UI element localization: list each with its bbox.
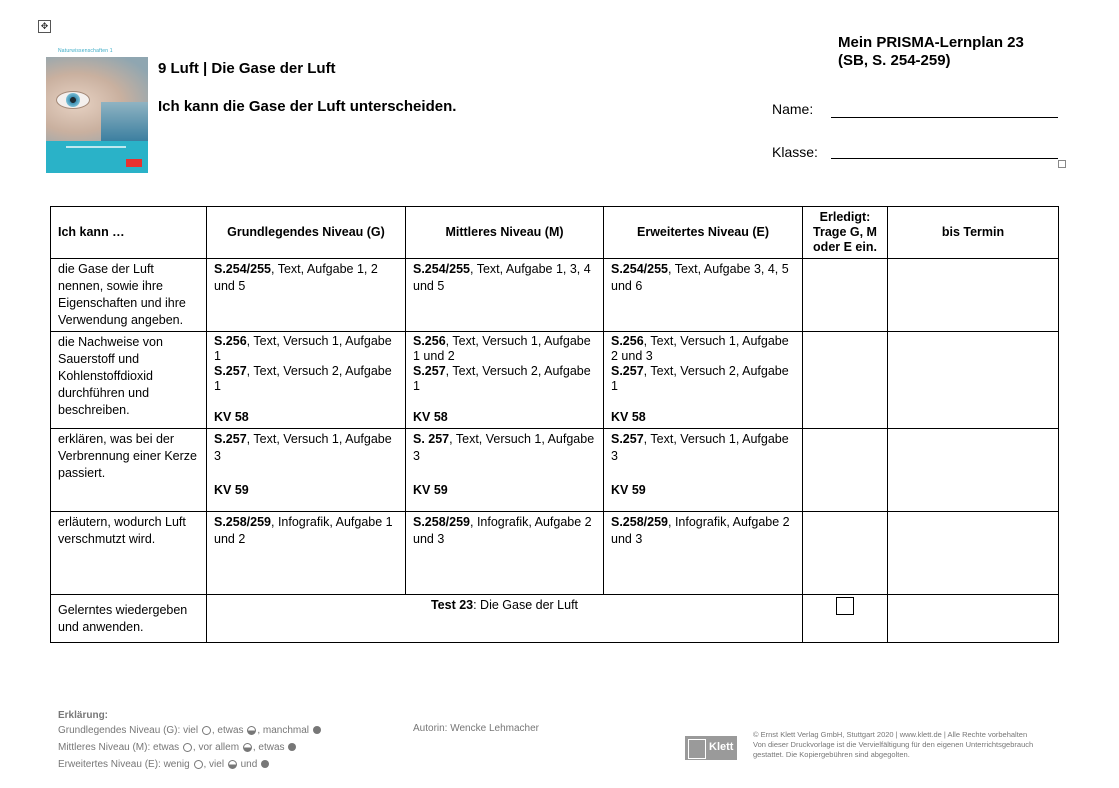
legend-row-middle xyxy=(58,739,322,756)
table-header-row xyxy=(51,207,1059,259)
learning-goal: Ich kann die Gase der Luft unterscheiden. xyxy=(158,98,457,115)
textbook-cover-image xyxy=(46,47,148,173)
cover-eye xyxy=(56,91,90,109)
done-cell xyxy=(803,595,888,643)
task-advanced xyxy=(604,512,803,595)
table-move-handle-icon[interactable]: ✥ xyxy=(38,20,51,33)
plan-title xyxy=(838,34,1024,70)
header-done-line3: oder E ein. xyxy=(813,240,877,254)
header-basic-level: Grundlegendes Niveau (G) xyxy=(207,207,406,259)
task-text: , Text, Versuch 1, Aufgabe 1 xyxy=(214,334,392,363)
task-text: , Text, Aufgabe 3, 4, 5 und 6 xyxy=(611,262,789,293)
task-basic xyxy=(207,429,406,512)
test-cell xyxy=(207,595,803,643)
page-ref: S.256 xyxy=(611,334,644,348)
page-ref: S.258/259 xyxy=(413,515,470,529)
class-label: Klasse: xyxy=(772,144,818,160)
page-ref: S.254/255 xyxy=(611,262,668,276)
header-advanced-level: Erweitertes Niveau (E) xyxy=(604,207,803,259)
author-credit: Autorin: Wencke Lehmacher xyxy=(413,723,539,734)
worksheet-ref: KV 58 xyxy=(611,410,646,424)
class-field[interactable] xyxy=(831,158,1058,159)
test-text: : Die Gase der Luft xyxy=(473,598,579,612)
task-text: , Text, Aufgabe 1, 3, 4 und 5 xyxy=(413,262,591,293)
chapter-heading: 9 Luft | Die Gase der Luft xyxy=(158,60,336,77)
task-text: , Text, Aufgabe 1, 2 und 5 xyxy=(214,262,378,293)
klett-logo-icon xyxy=(688,739,706,759)
page-ref: S.257 xyxy=(611,364,644,378)
row-can-text: die Nachweise von Sauerstoff und Kohlenstoffdioxid durchführen und beschreiben. xyxy=(51,332,207,429)
deadline-cell[interactable] xyxy=(888,595,1059,643)
half-circle-icon xyxy=(247,726,256,735)
empty-circle-icon xyxy=(202,726,211,735)
header-done-line2: Trage G, M xyxy=(813,225,877,239)
page-ref: S.256 xyxy=(413,334,446,348)
task-line xyxy=(214,364,398,394)
cover-iris xyxy=(66,93,80,107)
half-circle-icon xyxy=(243,743,252,752)
legend-row-advanced xyxy=(58,756,322,773)
task-text: , Infografik, Aufgabe 2 und 3 xyxy=(611,515,790,546)
page-ref: S.258/259 xyxy=(611,515,668,529)
copyright-notice xyxy=(753,730,1073,760)
copyright-line: Von dieser Druckvorlage ist die Vervielfältigung für den eigenen Unterrichtsgebrauch xyxy=(753,740,1034,749)
legend-text: Mittleres Niveau (M): etwas xyxy=(58,742,180,753)
task-middle xyxy=(406,259,604,332)
row-can-text: erläutern, wodurch Luft verschmutzt wird. xyxy=(51,512,207,595)
legend-text: Grundlegendes Niveau (G): viel xyxy=(58,725,199,736)
header-done-line1: Erledigt: xyxy=(819,210,871,224)
legend-text: , manchmal xyxy=(257,725,310,736)
deadline-cell[interactable] xyxy=(888,512,1059,595)
task-text: , Text, Versuch 1, Aufgabe 3 xyxy=(413,432,595,463)
copyright-line: gestattet. Die Kopiergebühren sind abgegolten. xyxy=(753,750,910,759)
page-ref: S.254/255 xyxy=(413,262,470,276)
plan-title-line2: (SB, S. 254-259) xyxy=(838,52,951,69)
task-basic xyxy=(207,332,406,429)
done-cell[interactable] xyxy=(803,512,888,595)
full-circle-icon xyxy=(313,726,321,734)
half-circle-icon xyxy=(228,760,237,769)
legend-text: , etwas xyxy=(252,742,285,753)
cover-series-text: Naturwissenschaften 1 xyxy=(58,48,113,54)
task-line xyxy=(413,334,596,364)
empty-circle-icon xyxy=(194,760,203,769)
deadline-cell[interactable] xyxy=(888,332,1059,429)
row-can-text: erklären, was bei der Verbrennung einer Kerze passiert. xyxy=(51,429,207,512)
worksheet-ref: KV 58 xyxy=(214,410,249,424)
page-ref: S.257 xyxy=(611,432,644,446)
table-row xyxy=(51,332,1059,429)
row-can-text: Gelerntes wiedergeben und anwenden. xyxy=(51,595,207,643)
legend-row-basic xyxy=(58,722,322,739)
full-circle-icon xyxy=(288,743,296,751)
task-text: , Text, Versuch 2, Aufgabe 1 xyxy=(611,364,789,393)
task-line xyxy=(214,334,398,364)
klett-logo xyxy=(685,736,737,760)
cover-klett-logo xyxy=(126,159,142,167)
done-cell[interactable] xyxy=(803,332,888,429)
legend-text: Erweitertes Niveau (E): wenig xyxy=(58,759,190,770)
page-ref: S. 257 xyxy=(413,432,450,446)
row-can-text: die Gase der Luft nennen, sowie ihre Eigenschaften und ihre Verwendung angeben. xyxy=(51,259,207,332)
worksheet-ref: KV 59 xyxy=(413,483,448,497)
legend xyxy=(58,709,322,773)
name-label: Name: xyxy=(772,101,814,117)
task-line xyxy=(611,334,795,364)
task-text: , Text, Versuch 1, Aufgabe 2 und 3 xyxy=(611,334,789,363)
page-ref: S.256 xyxy=(214,334,247,348)
empty-circle-icon xyxy=(183,743,192,752)
legend-title: Erklärung: xyxy=(58,710,109,721)
learning-plan-table xyxy=(50,206,1059,643)
table-row xyxy=(51,512,1059,595)
header-deadline: bis Termin xyxy=(888,207,1059,259)
name-field[interactable] xyxy=(831,117,1058,118)
task-text: , Infografik, Aufgabe 2 und 3 xyxy=(413,515,592,546)
worksheet-ref: KV 59 xyxy=(611,483,646,497)
worksheet-ref: KV 59 xyxy=(214,483,249,497)
task-middle xyxy=(406,332,604,429)
task-text: , Text, Versuch 1, Aufgabe 3 xyxy=(214,432,392,463)
header-middle-level: Mittleres Niveau (M) xyxy=(406,207,604,259)
header-can: Ich kann … xyxy=(51,207,207,259)
legend-text: , viel xyxy=(203,759,225,770)
task-middle xyxy=(406,429,604,512)
task-text: , Infografik, Aufgabe 1 und 2 xyxy=(214,515,393,546)
task-text: , Text, Versuch 1, Aufgabe 3 xyxy=(611,432,789,463)
page-ref: S.254/255 xyxy=(214,262,271,276)
task-basic xyxy=(207,512,406,595)
test-ref: Test 23 xyxy=(430,598,474,612)
task-advanced xyxy=(604,332,803,429)
legend-text: , vor allem xyxy=(192,742,240,753)
table-row xyxy=(51,259,1059,332)
table-row xyxy=(51,429,1059,512)
cover-small-text xyxy=(66,146,126,148)
klett-logo-text: Klett xyxy=(709,741,734,753)
copyright-line: © Ernst Klett Verlag GmbH, Stuttgart 2020 | www.klett.de | Alle Rechte vorbehalten xyxy=(753,730,1028,739)
resize-handle-icon[interactable] xyxy=(1058,160,1066,168)
cover-title-band xyxy=(46,47,148,57)
page-ref: S.257 xyxy=(214,364,247,378)
task-basic xyxy=(207,259,406,332)
done-cell[interactable] xyxy=(803,429,888,512)
task-text: , Text, Versuch 2, Aufgabe 1 xyxy=(214,364,392,393)
full-circle-icon xyxy=(261,760,269,768)
task-advanced xyxy=(604,259,803,332)
task-middle xyxy=(406,512,604,595)
task-line xyxy=(611,364,795,394)
test-done-checkbox[interactable] xyxy=(836,597,854,615)
worksheet-ref: KV 58 xyxy=(413,410,448,424)
table-row xyxy=(51,595,1059,643)
task-advanced xyxy=(604,429,803,512)
done-cell[interactable] xyxy=(803,259,888,332)
page-ref: S.257 xyxy=(413,364,446,378)
header-done xyxy=(803,207,888,259)
task-line xyxy=(413,364,596,394)
deadline-cell[interactable] xyxy=(888,259,1059,332)
task-text: , Text, Versuch 2, Aufgabe 1 xyxy=(413,364,591,393)
deadline-cell[interactable] xyxy=(888,429,1059,512)
task-text: , Text, Versuch 1, Aufgabe 1 und 2 xyxy=(413,334,591,363)
plan-title-line1: Mein PRISMA-Lernplan 23 xyxy=(838,34,1024,51)
page-ref: S.258/259 xyxy=(214,515,271,529)
legend-text: und xyxy=(237,759,258,770)
page-ref: S.257 xyxy=(214,432,247,446)
legend-text: , etwas xyxy=(211,725,244,736)
cover-sea-photo xyxy=(101,102,148,141)
